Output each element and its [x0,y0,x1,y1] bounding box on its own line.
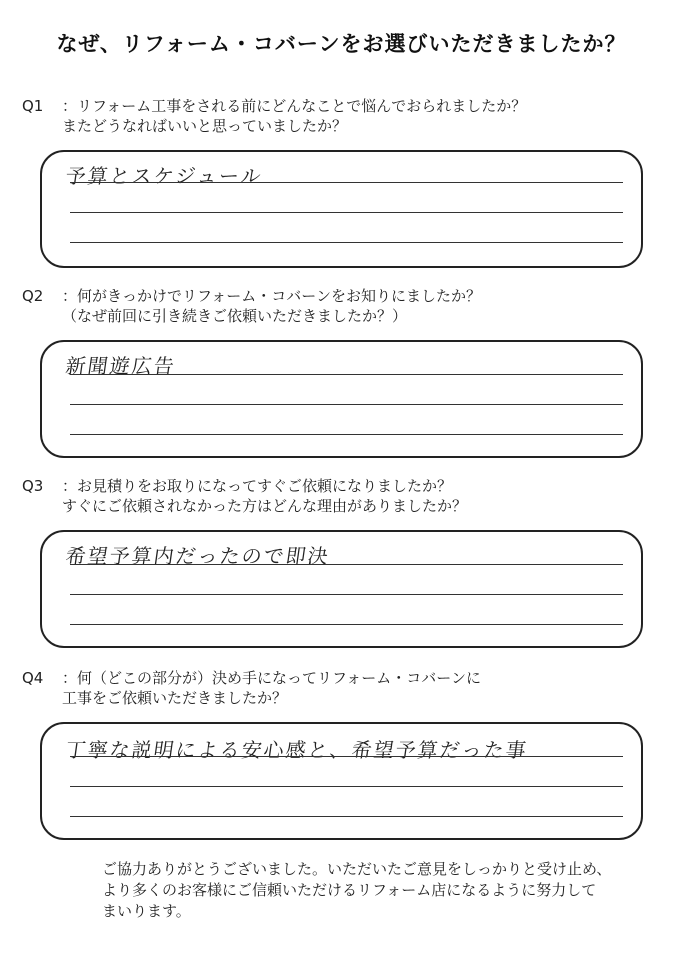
question-text-line2: （なぜ前回に引き続きご依頼いただきましたか？） [62,307,408,325]
question-number: Q2 [22,287,44,305]
writing-line [70,404,623,405]
question-text-line2: またどうなればいいと思っていましたか？ [62,117,348,135]
question-2 [22,286,481,326]
closing-line-1: ご協力ありがとうございました。いただいたご意見をしっかりと受け止め、 [102,860,612,878]
writing-line [70,624,623,625]
closing-line-2: より多くのお客様にご信頼いただけるリフォーム店になるように努力して [102,881,597,899]
question-1 [22,96,526,136]
question-3 [22,476,467,516]
question-number: Q1 [22,97,44,115]
writing-line [70,564,623,565]
question-number: Q3 [22,477,44,495]
question-text-line1: ：何（どこの部分が）決め手になってリフォーム・コバーンに [62,669,481,687]
question-text-line1: ：リフォーム工事をされる前にどんなことで悩んでおられましたか？ [62,97,527,115]
handwritten-answer: 予算とスケジュール [64,164,265,188]
answer-box-4 [40,722,643,840]
question-text-line2: 工事をご依頼いただきましたか？ [62,689,288,707]
writing-line [70,374,623,375]
writing-line [70,594,623,595]
question-text-line1: ：何がきっかけでリフォーム・コバーンをお知りにましたか？ [62,287,481,305]
writing-line [70,434,623,435]
handwritten-answer: 丁寧な説明による安心感と、希望予算だった事 [64,738,530,762]
writing-line [70,786,623,787]
writing-line [70,756,623,757]
answer-box-1 [40,150,643,268]
writing-line [70,212,623,213]
writing-line [70,816,623,817]
handwritten-answer: 希望予算内だったので即決 [64,544,332,568]
writing-line [70,242,623,243]
closing-line-3: まいります。 [102,902,191,920]
question-number: Q4 [22,669,44,687]
question-text-line1: ：お見積りをお取りになってすぐご依頼になりましたか？ [62,477,453,495]
answer-box-2 [40,340,643,458]
closing-message [102,859,611,922]
answer-box-3 [40,530,643,648]
question-text-line2: すぐにご依頼されなかった方はどんな理由がありましたか？ [62,497,468,515]
page-title: なぜ、リフォーム・コバーンをお選びいただきましたか？ [56,32,627,56]
handwritten-answer: 新聞遊広告 [64,354,178,378]
writing-line [70,182,623,183]
question-4 [22,668,481,708]
